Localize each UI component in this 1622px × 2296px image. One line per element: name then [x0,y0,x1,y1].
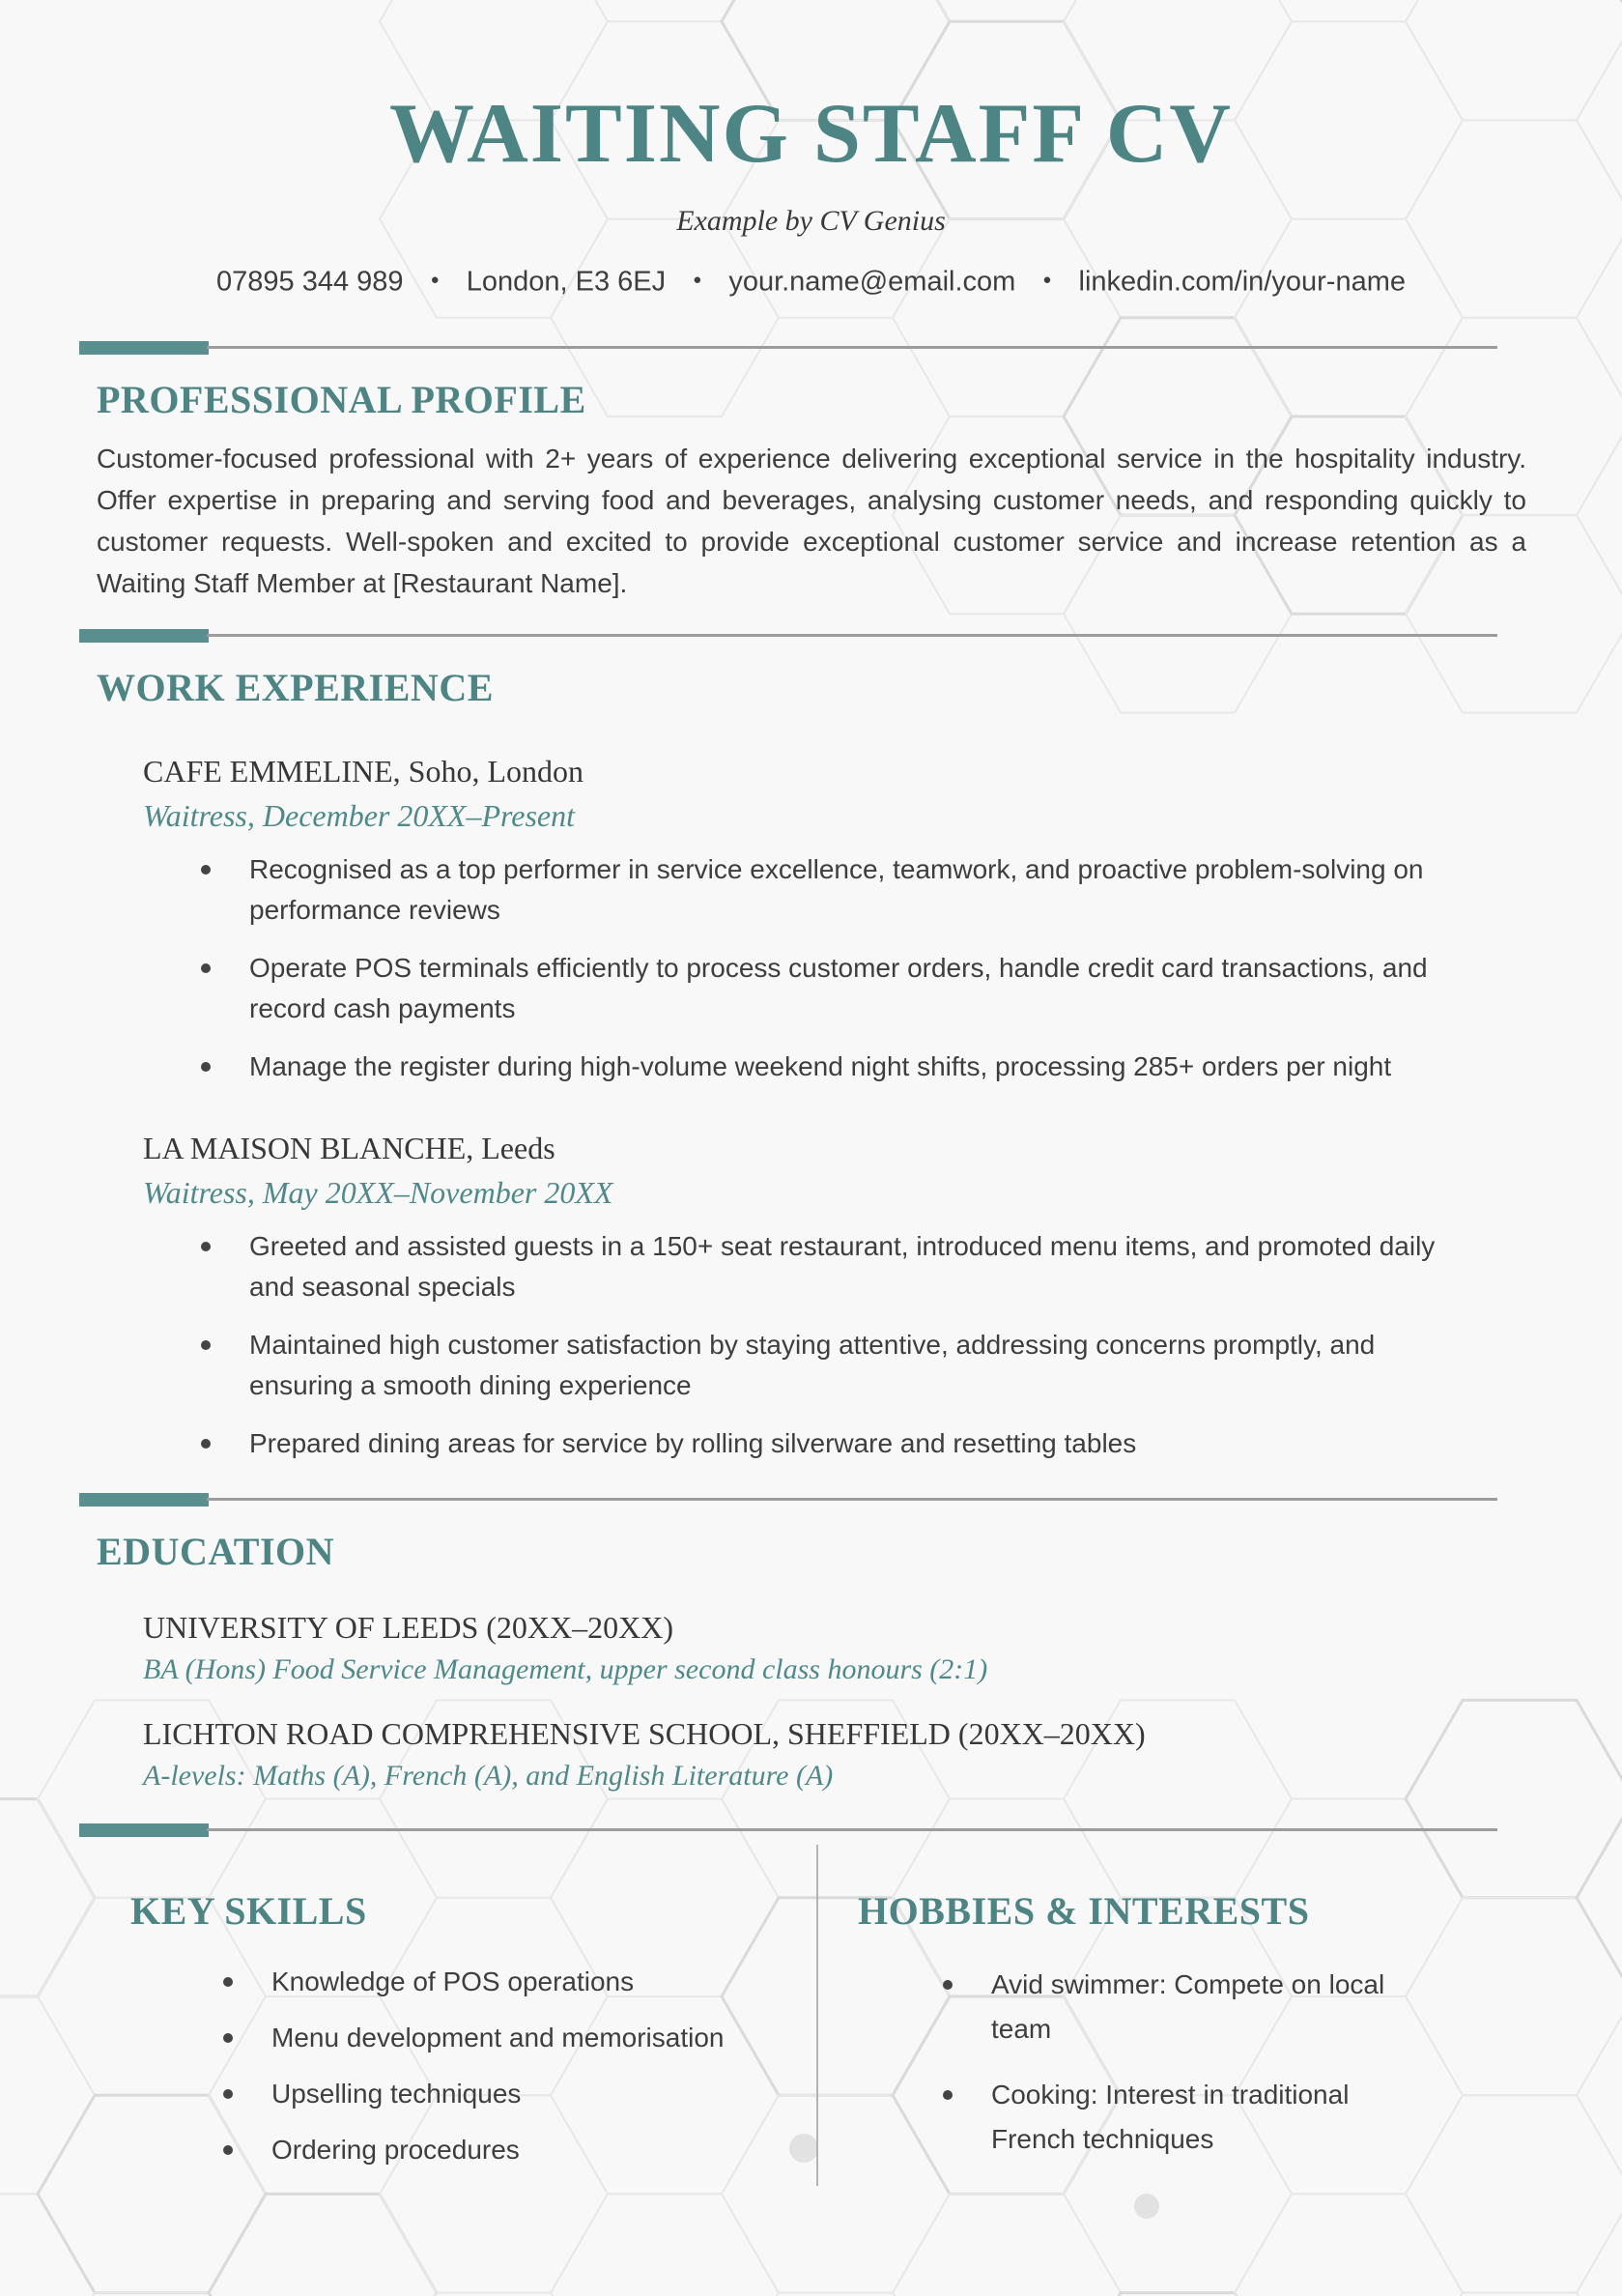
hobbies-heading: HOBBIES & INTERESTS [858,1889,1310,1934]
hobby-bullet: Cooking: Interest in traditional French techniques [943,2073,1397,2162]
job-bullet: Manage the register during high-volume weekend night shifts, processing 285+ orders per night [201,1047,1466,1087]
section-professional-profile [97,378,1526,604]
section-divider [79,1493,1497,1507]
job-role-dates: Waitress, May 20XX–November 20XX [143,1175,613,1211]
divider-accent-bar [79,629,209,643]
job-bullet: Recognised as a top performer in service excellence, teamwork, and proactive problem-solving on performance reviews [201,849,1466,931]
job-bullet-list [201,1226,1526,1464]
divider-line [207,634,1497,637]
section-divider [79,629,1497,643]
education-heading: EDUCATION [97,1530,335,1574]
section-key-skills [130,1845,758,2187]
contact-phone: 07895 344 989 [216,266,404,298]
skills-bullet-list [223,1963,758,2169]
page-title: WAITING STAFF CV [389,87,1233,181]
education-school: LICHTON ROAD COMPREHENSIVE SCHOOL, SHEFFIELD (20XX–20XX) [143,1716,1146,1752]
education-detail: A-levels: Maths (A), French (A), and English Literature (A) [143,1760,834,1793]
skill-bullet: Ordering procedures [223,2131,758,2169]
hobby-bullet: Avid swimmer: Compete on local team [943,1963,1397,2052]
divider-accent-bar [79,1493,209,1507]
divider-line [207,1498,1497,1501]
divider-accent-bar [79,1823,209,1837]
column-divider-line [816,1845,818,2186]
contact-separator-icon: ● [693,272,702,289]
skill-bullet: Menu development and memorisation [223,2019,758,2057]
divider-line [207,1828,1497,1831]
page-subtitle: Example by CV Genius [676,205,946,238]
work-heading: WORK EXPERIENCE [97,666,494,710]
skill-bullet: Upselling techniques [223,2075,758,2113]
profile-heading: PROFESSIONAL PROFILE [97,378,586,422]
education-entry [143,1609,1526,1688]
section-divider [79,1823,1497,1837]
job-company: LA MAISON BLANCHE, Leeds [143,1131,555,1166]
job-bullet-list [201,849,1526,1087]
job-entry [143,1130,1526,1464]
bottom-columns [0,1845,1622,2251]
section-education [97,1530,1526,1794]
contact-email: your.name@email.com [728,266,1016,298]
job-role-dates: Waitress, December 20XX–Present [143,798,576,834]
contact-line [0,264,1622,302]
contact-separator-icon: ● [430,272,440,289]
job-bullet: Greeted and assisted guests in a 150+ seat restaurant, introduced menu items, and promoted daily and seasonal specials [201,1226,1466,1307]
education-entry [143,1715,1526,1794]
job-company: CAFE EMMELINE, Soho, London [143,754,583,789]
divider-accent-bar [79,341,209,355]
section-hobbies-interests [858,1845,1457,2183]
education-detail: BA (Hons) Food Service Management, upper second class honours (2:1) [143,1653,988,1686]
contact-location: London, E3 6EJ [466,266,667,298]
contact-separator-icon: ● [1042,272,1052,289]
skills-heading: KEY SKILLS [130,1889,367,1934]
section-divider [79,341,1497,355]
job-bullet: Prepared dining areas for service by rolling silverware and resetting tables [201,1423,1466,1464]
skill-bullet: Knowledge of POS operations [223,1963,758,2001]
cv-header [0,0,1622,302]
job-bullet: Maintained high customer satisfaction by staying attentive, addressing concerns promptly, and ensuring a smooth dining experience [201,1325,1466,1406]
section-work-experience [97,666,1526,1464]
job-bullet: Operate POS terminals efficiently to process customer orders, handle credit card transactions, and record cash payments [201,948,1466,1029]
hobbies-bullet-list [943,1963,1457,2162]
education-school: UNIVERSITY OF LEEDS (20XX–20XX) [143,1610,673,1646]
job-entry [143,753,1526,1087]
profile-body: Customer-focused professional with 2+ years of experience delivering exceptional service in the hospitality industry. Offer expertise in preparing and serving food and beverages, analysing customer needs, and responding quickly to customer requests. Well-spoken and excited to provide exceptional customer service and increase retention as a Waiting Staff Member at [Restaurant Name]. [97,444,1526,599]
contact-linkedin: linkedin.com/in/your-name [1078,266,1406,298]
divider-line [207,346,1497,349]
